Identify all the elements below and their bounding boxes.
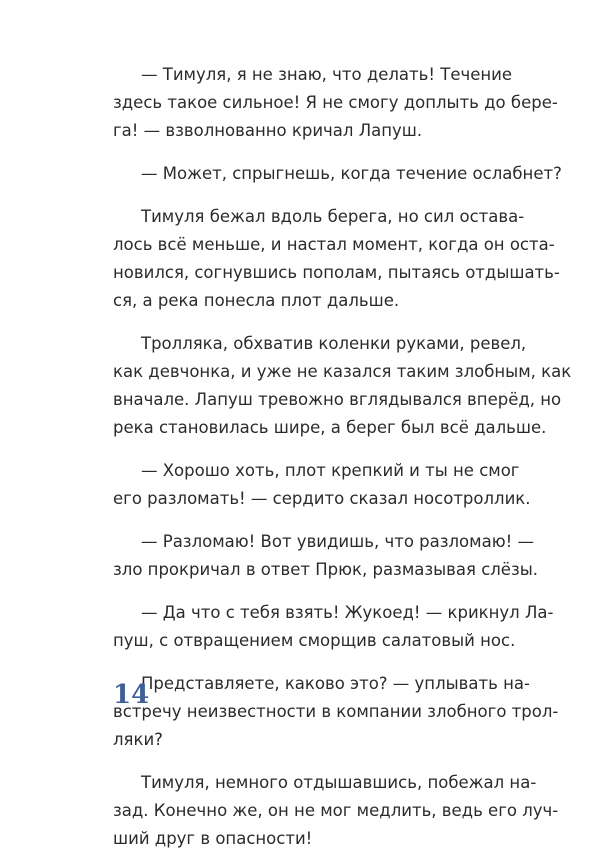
- paragraph: [113, 160, 562, 188]
- text-line: ший друг в опасности!: [113, 829, 313, 848]
- body-text: [113, 61, 572, 853]
- paragraph: [113, 203, 560, 315]
- text-line: — Да что с тебя взять! Жукоед! — крикнул Ла-: [141, 603, 554, 622]
- text-line: его разломать! — сердито сказал носотроллик.: [113, 489, 531, 508]
- paragraph: [113, 599, 554, 655]
- text-line: Представляете, каково это? — уплывать на-: [141, 674, 530, 693]
- paragraph: [113, 769, 559, 853]
- paragraph: [113, 457, 531, 513]
- text-line: зад. Конечно же, он не мог медлить, ведь его луч-: [113, 801, 559, 820]
- text-line: как девчонка, и уже не казался таким злобным, как: [113, 362, 572, 381]
- paragraph: [113, 528, 539, 584]
- page-number: 14: [113, 680, 150, 710]
- text-line: пуш, с отвращением сморщив салатовый нос.: [113, 631, 516, 650]
- text-line: Тролляка, обхватив коленки руками, ревел,: [141, 334, 527, 353]
- text-line: вначале. Лапуш тревожно вглядывался вперёд, но: [113, 390, 562, 409]
- paragraph: [113, 670, 559, 754]
- text-line: здесь такое сильное! Я не смогу доплыть до бере-: [113, 93, 558, 112]
- text-line: река становилась шире, а берег был всё дальше.: [113, 418, 547, 437]
- text-line: — Хорошо хоть, плот крепкий и ты не смог: [141, 461, 520, 480]
- text-line: — Тимуля, я не знаю, что делать! Течение: [141, 65, 513, 84]
- text-line: Тимуля, немного отдышавшись, побежал на-: [141, 773, 537, 792]
- paragraph: [113, 330, 572, 442]
- text-line: га! — взволнованно кричал Лапуш.: [113, 121, 423, 140]
- paragraph: [113, 61, 558, 145]
- text-line: — Может, спрыгнешь, когда течение ослабнет?: [141, 164, 562, 183]
- text-line: лось всё меньше, и настал момент, когда он оста-: [113, 235, 555, 254]
- text-line: ся, а река понесла плот дальше.: [113, 291, 400, 310]
- text-line: зло прокричал в ответ Прюк, размазывая слёзы.: [113, 560, 539, 579]
- text-line: новился, согнувшись пополам, пытаясь отдышать-: [113, 263, 560, 282]
- text-line: ляки?: [113, 730, 163, 749]
- text-line: встречу неизвестности в компании злобного трол-: [113, 702, 559, 721]
- text-line: Тимуля бежал вдоль берега, но сил остава-: [141, 207, 525, 226]
- text-line: — Разломаю! Вот увидишь, что разломаю! —: [141, 532, 534, 551]
